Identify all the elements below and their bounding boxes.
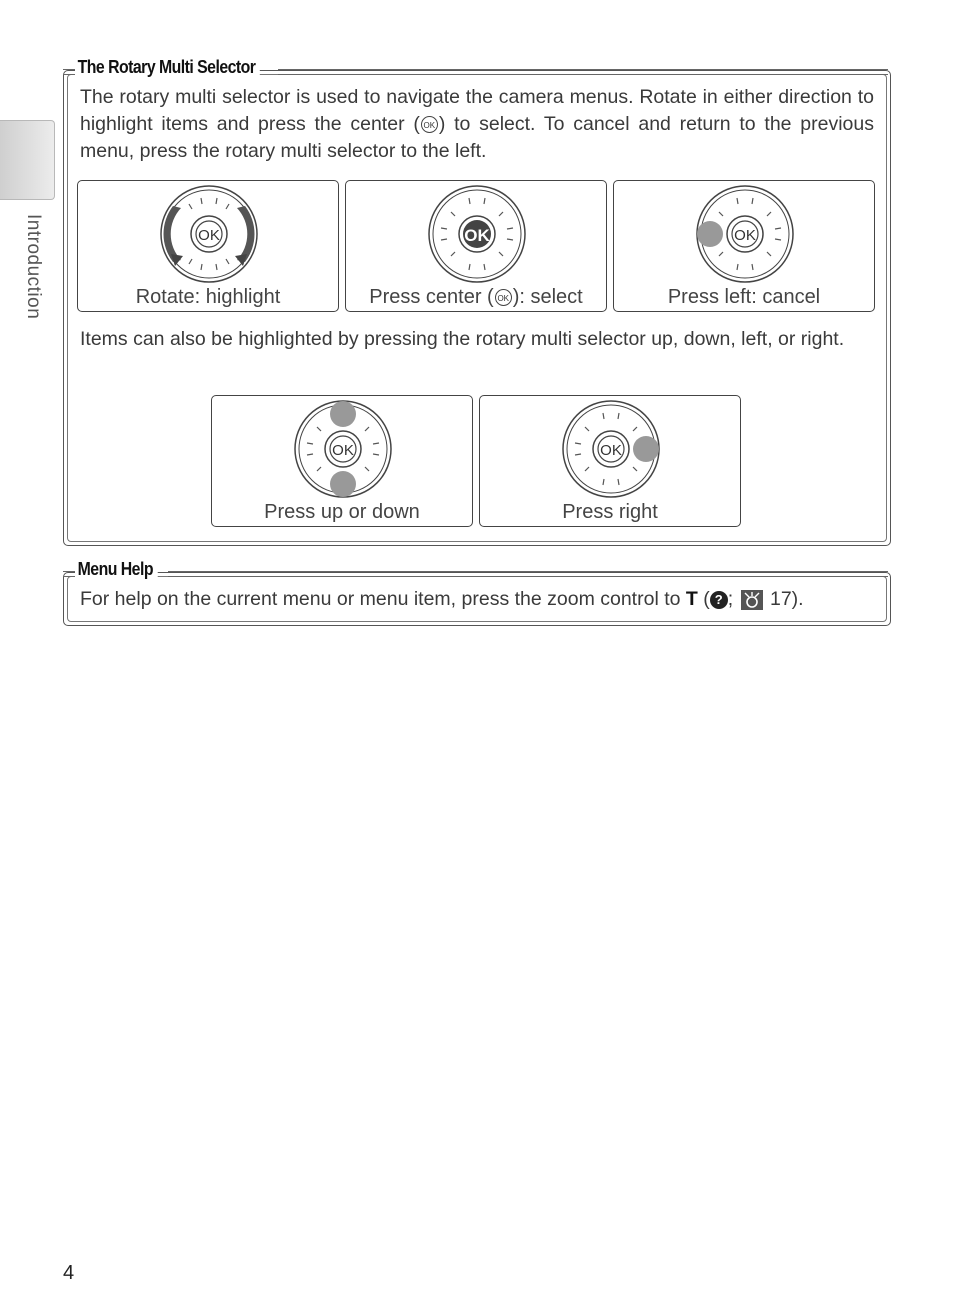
rotary-rotate-icon xyxy=(159,184,259,284)
help-icon: ? xyxy=(710,591,728,609)
caption-rotate: Rotate: highlight xyxy=(135,286,281,308)
rotary-section-title: The Rotary Multi Selector xyxy=(75,57,260,78)
illustration-center xyxy=(345,180,607,312)
svg-text:OK: OK xyxy=(600,442,622,459)
caption-left: Press left: cancel xyxy=(667,286,821,308)
menu-help-text-part1: For help on the current menu or menu item, press the zoom control to xyxy=(80,588,686,610)
illustration-right xyxy=(479,395,741,527)
title-rule xyxy=(63,571,75,577)
illustration-rotate xyxy=(77,180,339,312)
menu-help-text-part3: ; xyxy=(727,588,734,610)
page-number: 4 xyxy=(63,1262,75,1284)
illustration-updown xyxy=(211,395,473,527)
rotary-left-icon xyxy=(695,184,795,284)
rotary-right-icon xyxy=(561,399,661,499)
title-rule xyxy=(63,69,75,75)
rotary-center-icon xyxy=(427,184,527,284)
caption-center-part2: ): select xyxy=(512,286,583,308)
svg-text:OK: OK xyxy=(734,227,756,244)
page-reference-icon xyxy=(741,590,763,610)
intro-text-part2: ) to select. To cancel and return to the previous menu, press the rotary multi selector to the left. xyxy=(80,113,874,162)
svg-text:OK: OK xyxy=(464,226,490,245)
title-rule xyxy=(278,69,888,75)
illustration-left xyxy=(613,180,875,312)
section-tab xyxy=(0,120,55,200)
svg-text:OK: OK xyxy=(198,227,220,244)
menu-help-title: Menu Help xyxy=(75,559,157,580)
caption-center-part1: Press center ( xyxy=(369,286,494,308)
section-tab-label: Introduction xyxy=(23,214,44,320)
menu-help-text-part4: 17). xyxy=(764,588,804,610)
rotary-middle-paragraph: Items can also be highlighted by pressing the rotary multi selector up, down, left, or right. xyxy=(80,328,845,350)
title-rule xyxy=(168,571,888,577)
ok-button-icon: OK xyxy=(495,289,512,306)
menu-help-text xyxy=(80,586,874,613)
caption-right: Press right xyxy=(562,501,658,523)
caption-updown: Press up or down xyxy=(264,501,420,523)
ok-button-icon: OK xyxy=(421,116,438,133)
intro-text-part1: The rotary multi selector is used to navigate the camera menus. Rotate in either direction to highlight items and press the center ( xyxy=(80,86,874,135)
rotary-intro-paragraph xyxy=(80,84,874,165)
caption-center xyxy=(346,286,606,309)
zoom-key-label: T xyxy=(685,588,698,610)
menu-help-text-part2: ( xyxy=(697,588,710,610)
svg-text:OK: OK xyxy=(332,442,354,459)
rotary-updown-icon xyxy=(293,399,393,499)
